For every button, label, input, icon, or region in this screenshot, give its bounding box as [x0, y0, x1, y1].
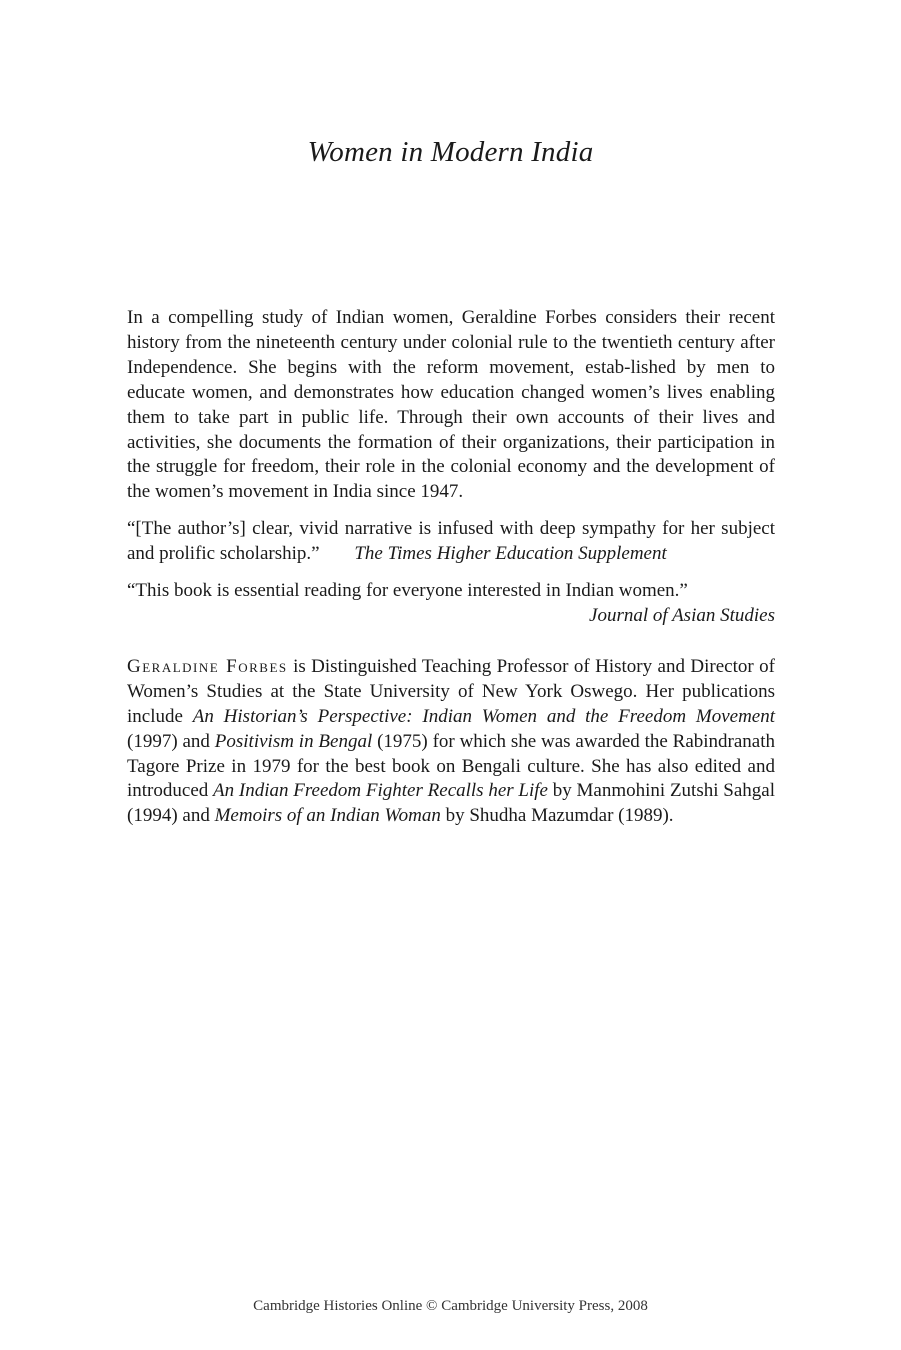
author-bio: [127, 655, 775, 829]
bio-text: (1975) for which she was awarded the Rabindranath Tagore Prize in 1979 for the best book on Bengali culture. She has also edited and introduced: [127, 730, 775, 802]
copyright-footer: Cambridge Histories Online © Cambridge University Press, 2008: [253, 1298, 648, 1314]
review-quote-source: Journal of Asian Studies: [589, 604, 775, 626]
review-quote: [127, 517, 775, 567]
bio-text: by Shudha Mazumdar (1989).: [440, 805, 674, 827]
bio-text: is Distinguished Teaching Professor of History and Director of Women’s Studies at the State University of New York Oswego. Her publications include: [127, 655, 775, 727]
book-reference: An Indian Freedom Fighter Recalls her Life: [213, 780, 548, 802]
book-title: Women in Modern India: [307, 136, 594, 168]
review-quote-text: “[The author’s] clear, vivid narrative is infused with deep sympathy for her subject and prolific scholarship.”: [127, 518, 775, 565]
review-quote-source: The Times Higher Education Supplement: [354, 543, 667, 565]
book-reference: An Historian’s Perspective: Indian Women and the Freedom Movement: [192, 705, 775, 727]
bio-text: by Manmohini Zutshi Sahgal (1994) and: [127, 780, 775, 827]
book-reference: Positivism in Bengal: [214, 730, 373, 752]
bio-text: (1997) and: [127, 730, 215, 752]
review-quote-text: “This book is essential reading for everyone interested in Indian women.”: [127, 580, 688, 602]
back-cover-content: [127, 306, 775, 829]
book-reference: Memoirs of an Indian Woman: [214, 805, 441, 827]
book-description: In a compelling study of Indian women, Geraldine Forbes considers their recent history from the nineteenth century under colonial rule to the twentieth century after Independence. She begins with the reform movement, estab-lished by men to educate women, and demonstrates how education changed women’s lives enabling them to take part in public life. Through their own accounts of their lives and activities, she documents the formation of their organizations, their participation in the struggle for freedom, their role in the colonial economy and the development of the women’s movement in India since 1947.: [127, 307, 775, 503]
review-quote: [127, 579, 775, 629]
author-name: Geraldine Forbes: [127, 655, 288, 677]
